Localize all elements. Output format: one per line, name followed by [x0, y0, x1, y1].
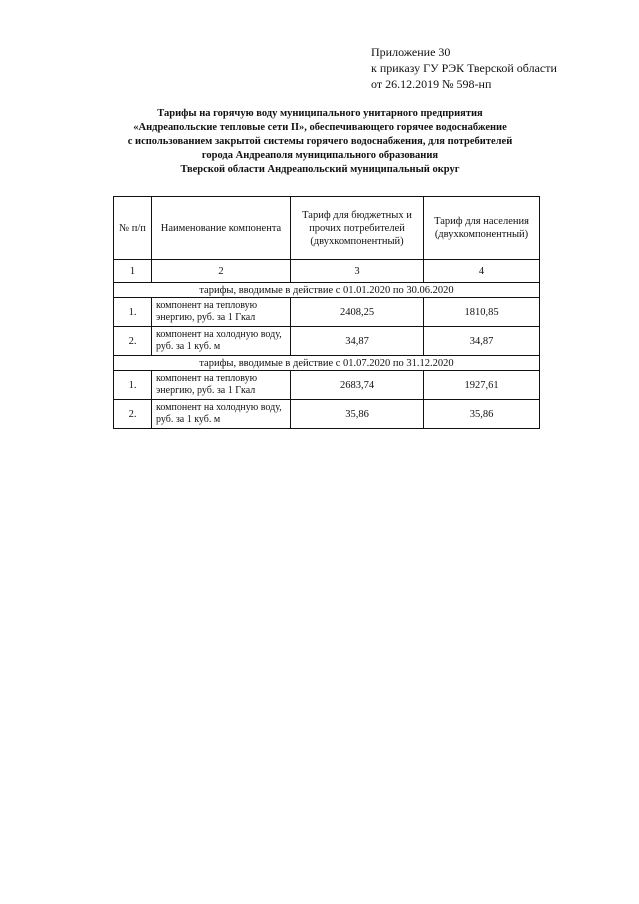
population-tariff: 35,86 [424, 400, 540, 429]
appendix-reference [371, 44, 557, 92]
row-number: 2. [114, 327, 152, 356]
title-line: с использованием закрытой системы горячего водоснабжения, для потребителей [127, 136, 513, 147]
table-row [114, 371, 540, 400]
column-number-row [114, 260, 540, 283]
header-row [114, 197, 540, 260]
period-label: тарифы, вводимые в действие с 01.07.2020 по 31.12.2020 [114, 356, 540, 371]
column-number: 2 [152, 260, 291, 283]
component-name: компонент на тепловую энергию, руб. за 1 Гкал [152, 371, 291, 400]
appendix-date: от 26.12.2019 № 598-нп [371, 77, 492, 91]
appendix-order: к приказу ГУ РЭК Тверской области [371, 61, 557, 75]
title-line: Тарифы на горячую воду муниципального унитарного предприятия [157, 108, 483, 119]
budget-tariff: 2683,74 [291, 371, 424, 400]
header-budget-tariff: Тариф для бюджетных и прочих потребителей (двухкомпонентный) [291, 197, 424, 260]
component-name: компонент на холодную воду, руб. за 1 куб. м [152, 327, 291, 356]
header-number: № п/п [114, 197, 152, 260]
population-tariff: 34,87 [424, 327, 540, 356]
column-number: 4 [424, 260, 540, 283]
title-line: Тверской области Андреапольский муниципальный округ [180, 164, 460, 175]
title-line: города Андреаполя муниципального образования [201, 150, 439, 161]
population-tariff: 1810,85 [424, 298, 540, 327]
population-tariff: 1927,61 [424, 371, 540, 400]
period-row [114, 283, 540, 298]
table-row [114, 327, 540, 356]
appendix-number: Приложение 30 [371, 45, 451, 59]
column-number: 1 [114, 260, 152, 283]
budget-tariff: 35,86 [291, 400, 424, 429]
period-label: тарифы, вводимые в действие с 01.01.2020 по 30.06.2020 [114, 283, 540, 298]
header-component: Наименование компонента [152, 197, 291, 260]
table-row [114, 400, 540, 429]
document-title [60, 107, 580, 177]
title-line: «Андреапольские тепловые сети II», обеспечивающего горячее водоснабжение [133, 122, 507, 133]
header-population-tariff: Тариф для населения (двухкомпонентный) [424, 197, 540, 260]
budget-tariff: 2408,25 [291, 298, 424, 327]
component-name: компонент на тепловую энергию, руб. за 1 Гкал [152, 298, 291, 327]
row-number: 1. [114, 371, 152, 400]
column-number: 3 [291, 260, 424, 283]
row-number: 2. [114, 400, 152, 429]
budget-tariff: 34,87 [291, 327, 424, 356]
row-number: 1. [114, 298, 152, 327]
tariff-table [113, 196, 540, 429]
table-row [114, 298, 540, 327]
component-name: компонент на холодную воду, руб. за 1 куб. м [152, 400, 291, 429]
period-row [114, 356, 540, 371]
